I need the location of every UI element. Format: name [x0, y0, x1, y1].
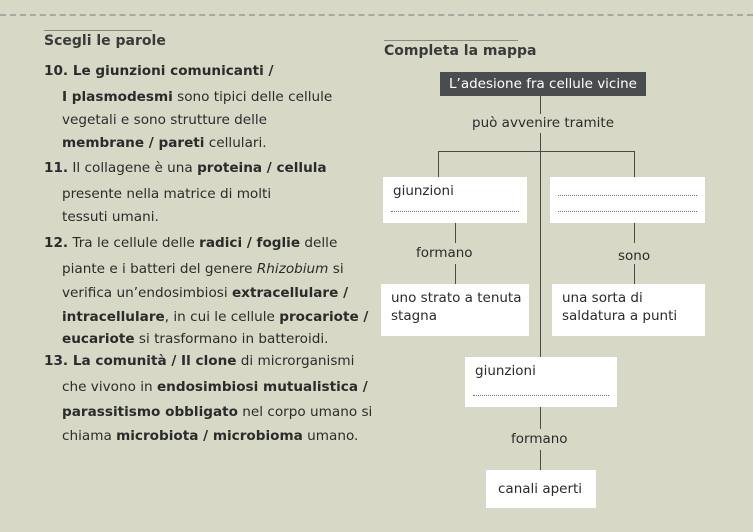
root-link-connector — [540, 133, 541, 151]
text-segment: si — [328, 261, 344, 277]
right-result-line-2: saldatura a punti — [562, 308, 678, 324]
right-result-line-1: una sorta di — [562, 290, 643, 306]
bottom-result-box — [486, 470, 596, 508]
text-segment: I plasmodesmi — [62, 89, 173, 105]
exercise-11-line-3 — [62, 208, 159, 226]
left-result-line-1: uno strato a tenuta — [391, 290, 522, 306]
bottom-box-connector — [540, 407, 541, 429]
text-segment: chiama — [62, 428, 117, 444]
bottom-branch-text: giunzioni — [475, 363, 536, 379]
left-branch-text: giunzioni — [393, 183, 454, 199]
left-branch-drop — [438, 151, 439, 177]
bottom-branch-box — [465, 357, 617, 407]
text-segment: 11. — [44, 160, 69, 176]
exercise-10-line-4 — [62, 134, 267, 152]
exercise-10-line-1 — [44, 62, 274, 80]
exercise-10-line-3 — [62, 111, 267, 129]
exercise-10-line-2 — [62, 88, 332, 106]
exercise-12-line-1 — [44, 234, 337, 252]
text-segment: vegetali e sono strutture delle — [62, 112, 268, 128]
text-segment: si trasformano in batteroidi. — [134, 331, 329, 347]
left-link-label: formano — [416, 245, 473, 261]
bottom-link-label: formano — [511, 431, 568, 447]
left-result-line-2: stagna — [391, 308, 437, 324]
exercise-11-line-2 — [62, 185, 271, 203]
text-segment: radici / foglie — [199, 235, 301, 251]
text-segment: eucariote — [62, 331, 135, 347]
text-segment: extracellulare / — [231, 285, 349, 301]
right-header-rule — [384, 40, 518, 41]
right-link-label: sono — [618, 248, 651, 264]
left-link-connector — [455, 264, 456, 284]
exercise-13-line-2 — [62, 378, 368, 396]
text-segment: umano. — [302, 428, 359, 444]
text-segment: nel corpo umano si — [237, 404, 373, 420]
right-section-header: Completa la mappa — [384, 43, 537, 59]
text-segment: parassitismo obbligato — [62, 404, 238, 420]
text-segment: tessuti umani. — [62, 209, 159, 225]
text-segment: procariote / — [279, 309, 369, 325]
left-section-header: Scegli le parole — [44, 33, 166, 49]
exercise-12-line-5 — [62, 330, 328, 348]
branch-horizontal-line — [438, 151, 634, 152]
bottom-link-connector — [540, 450, 541, 470]
bottom-branch-blank — [473, 395, 609, 396]
center-branch-drop — [540, 151, 541, 357]
map-root-box: L’adesione fra cellule vicine — [440, 72, 646, 96]
left-branch-blank — [391, 211, 519, 212]
exercise-12-line-2 — [62, 260, 344, 278]
text-segment: endosimbiosi mutualistica / — [156, 379, 368, 395]
text-segment: sono tipici delle cellule — [172, 89, 333, 105]
root-connector — [540, 96, 541, 114]
right-branch-drop — [634, 151, 635, 177]
exercise-13-line-3 — [62, 403, 372, 421]
text-segment: verifica un’endosimbiosi — [62, 285, 232, 301]
text-segment: 12. — [44, 235, 69, 251]
text-segment: Il collagene è una — [68, 160, 198, 176]
text-segment: microbiota / microbioma — [116, 428, 303, 444]
text-segment: di microrganismi — [236, 353, 355, 369]
right-result-box — [552, 284, 705, 336]
right-branch-box — [550, 177, 705, 223]
text-segment: piante e i batteri del genere — [62, 261, 257, 277]
exercise-13-line-4 — [62, 427, 358, 445]
text-segment: Tra le cellule delle — [68, 235, 200, 251]
exercise-11-line-1 — [44, 159, 327, 177]
text-segment: cellulari. — [204, 135, 267, 151]
text-segment: proteina / cellula — [197, 160, 327, 176]
exercise-13-line-1 — [44, 352, 354, 370]
left-header-rule — [44, 30, 152, 31]
text-segment: intracellulare — [62, 309, 165, 325]
text-segment: membrane / pareti — [62, 135, 205, 151]
left-branch-box — [383, 177, 527, 223]
text-segment: che vivono in — [62, 379, 157, 395]
text-segment: 13. La comunità / Il clone — [44, 353, 237, 369]
right-branch-blank-1 — [558, 195, 697, 196]
exercise-12-line-3 — [62, 284, 348, 302]
root-link-label: può avvenire tramite — [472, 115, 615, 131]
left-box-connector — [455, 223, 456, 243]
bottom-result-text: canali aperti — [498, 481, 583, 497]
text-segment: delle — [300, 235, 338, 251]
right-link-connector — [634, 264, 635, 284]
top-dashed-divider — [0, 14, 753, 16]
right-box-connector — [634, 223, 635, 243]
right-branch-blank-2 — [558, 211, 697, 212]
text-segment: 10. Le giunzioni comunicanti / — [44, 63, 274, 79]
exercise-12-line-4 — [62, 308, 368, 326]
text-segment: presente nella matrice di molti — [62, 186, 272, 202]
text-segment: , in cui le cellule — [164, 309, 280, 325]
text-segment: Rhizobium — [256, 261, 329, 277]
left-result-box — [381, 284, 529, 336]
